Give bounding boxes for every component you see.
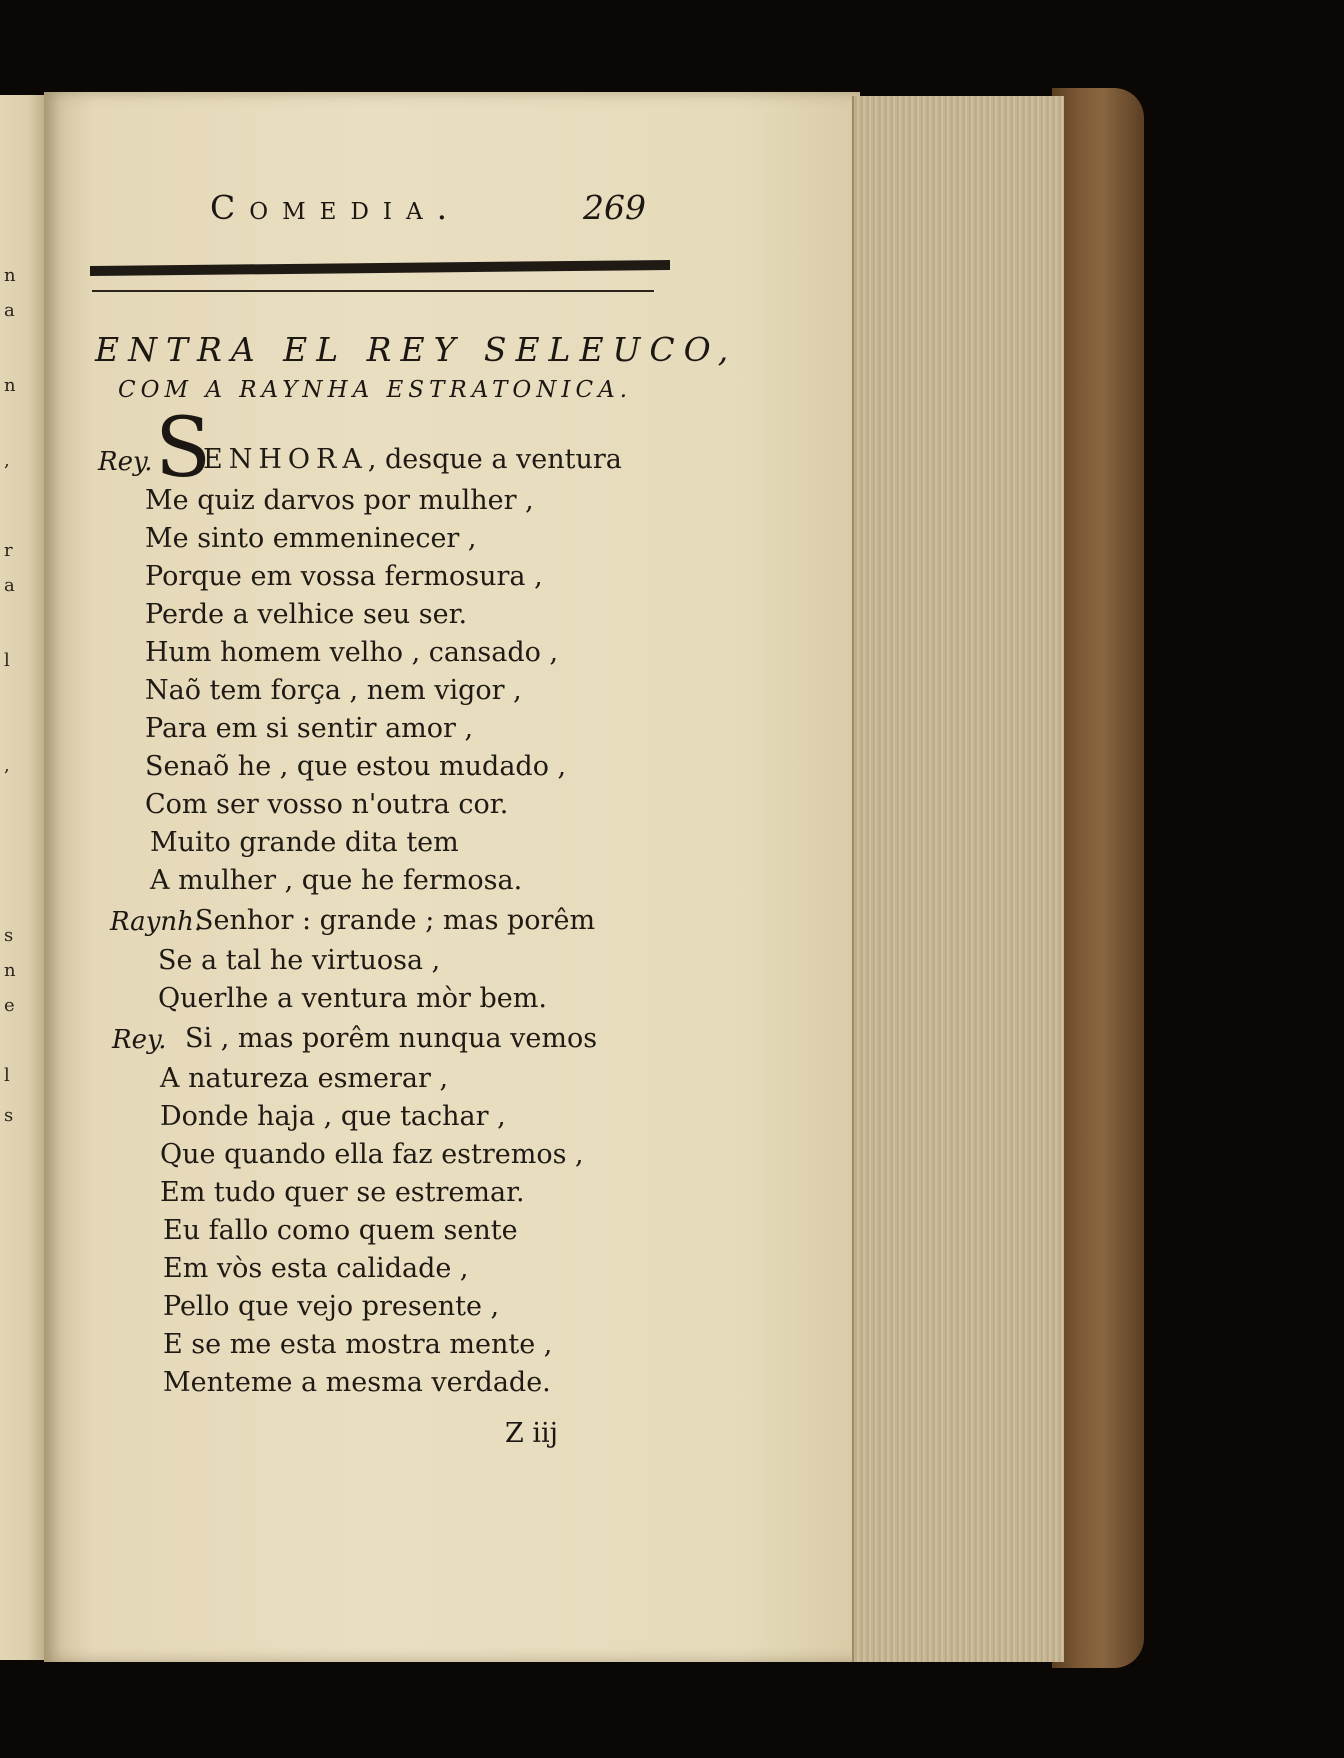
running-header: Comedia. (210, 188, 462, 227)
verse-line: Porque em vossa fermosura , (145, 561, 543, 592)
verse-line: Me quiz darvos por mulher , (145, 485, 534, 516)
left-fragment: s (4, 1105, 14, 1126)
verse-line: Si , mas porêm nunqua vemos (185, 1023, 598, 1054)
verse-line: Para em si sentir amor , (145, 713, 474, 744)
verse-line: Perde a velhice seu ser. (145, 599, 468, 630)
verse-line: E se me esta mostra mente , (163, 1329, 553, 1360)
verse-line: Com ser vosso n'outra cor. (145, 789, 509, 820)
left-fragment: , (4, 755, 10, 776)
verse-line: Hum homem velho , cansado , (145, 637, 559, 668)
verse-first-word: ENHORA (203, 444, 368, 475)
drop-cap: S (155, 401, 212, 496)
verse-line: Senaõ he , que estou mudado , (145, 751, 567, 782)
verse-line: Eu fallo como quem sente (163, 1215, 518, 1246)
left-page-edge (0, 95, 46, 1660)
verse-line: Se a tal he virtuosa , (158, 945, 441, 976)
speaker-label: Raynh. (110, 907, 203, 937)
left-fragment: a (4, 575, 15, 596)
left-fragment: e (4, 995, 15, 1016)
verse-line: Me sinto emmeninecer , (145, 523, 477, 554)
verse-line: Muito grande dita tem (150, 827, 459, 858)
left-fragment: l (4, 1065, 10, 1086)
verse-line-first (203, 444, 622, 475)
page-edges (852, 96, 1064, 1662)
header-rule-thin (92, 290, 654, 292)
verse-line: A natureza esmerar , (160, 1063, 449, 1094)
verse-line: Menteme a mesma verdade. (163, 1367, 551, 1398)
verse-line: Donde haja , que tachar , (160, 1101, 506, 1132)
verse-line: Que quando ella faz estremos , (160, 1139, 584, 1170)
signature-mark: Z iij (505, 1418, 558, 1449)
verse-line: Querlhe a ventura mòr bem. (158, 983, 547, 1014)
speaker-label: Rey. (98, 447, 153, 477)
left-fragment: a (4, 300, 15, 321)
scene-subheading: COM A RAYNHA ESTRATONICA. (118, 377, 633, 403)
verse-line: Naõ tem força , nem vigor , (145, 675, 522, 706)
verse-line: Em vòs esta calidade , (163, 1253, 469, 1284)
left-page-text-fragments (2, 95, 22, 1660)
page-number: 269 (583, 188, 646, 227)
scene-heading: ENTRA EL REY SELEUCO, (95, 330, 738, 369)
left-fragment: n (4, 375, 16, 396)
left-fragment: n (4, 960, 16, 981)
speaker-label: Rey. (112, 1025, 167, 1055)
left-fragment: r (4, 540, 13, 561)
left-fragment: s (4, 925, 14, 946)
verse-line: Em tudo quer se estremar. (160, 1177, 525, 1208)
left-fragment: l (4, 650, 10, 671)
left-fragment: n (4, 265, 16, 286)
verse-line: A mulher , que he fermosa. (150, 865, 523, 896)
left-fragment: , (4, 450, 10, 471)
verse-first-rest: , desque a ventura (367, 444, 622, 475)
book-cover (1052, 88, 1144, 1668)
verse-line: Senhor : grande ; mas porêm (195, 905, 596, 936)
verse-line: Pello que vejo presente , (163, 1291, 500, 1322)
